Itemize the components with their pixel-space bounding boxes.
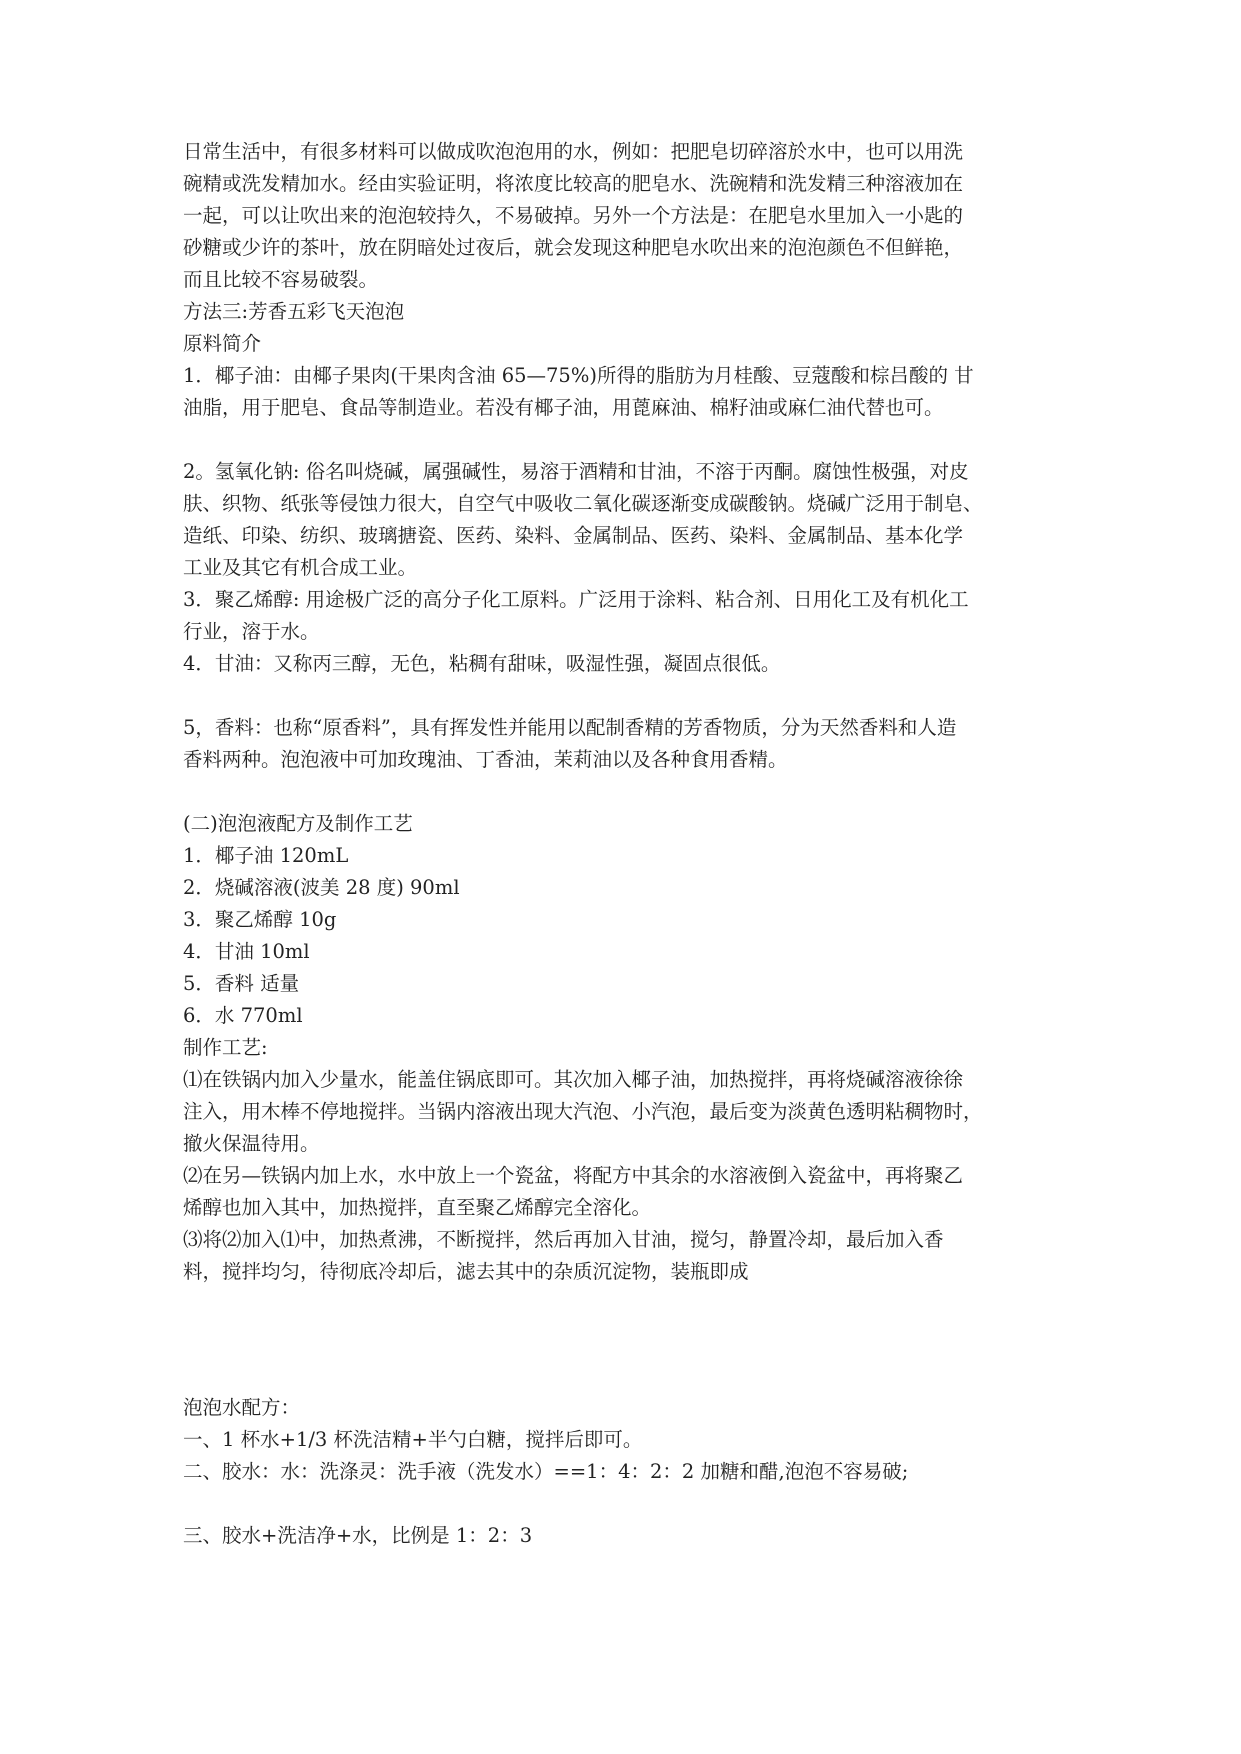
section-heading: 泡泡水配方： — [183, 1396, 301, 1419]
text-line: 工业及其它有机合成工业。 — [183, 556, 418, 579]
text-line: 烯醇也加入其中，加热搅拌，直至聚乙烯醇完全溶化。 — [183, 1196, 652, 1219]
section-heading: 方法三:芳香五彩飞天泡泡 — [183, 300, 405, 323]
subsection-heading: 制作工艺: — [183, 1036, 268, 1059]
text-line: 撤火保温待用。 — [183, 1132, 320, 1155]
subsection-heading: (二)泡泡液配方及制作工艺 — [183, 812, 413, 835]
text-line: 而且比较不容易破裂。 — [183, 268, 379, 291]
text-line: ⑵在另—铁锅内加上水，水中放上一个瓷盆，将配方中其余的水溶液倒入瓷盆中，再将聚乙 — [183, 1164, 964, 1187]
list-item: 三、胶水+洗洁净+水，比例是 1：2：3 — [183, 1524, 533, 1547]
subsection-heading: 原料简介 — [183, 332, 262, 355]
list-item: 二、胶水：水：洗涤灵：洗手液（洗发水）==1：4：2：2 加糖和醋,泡泡不容易破; — [183, 1460, 909, 1483]
text-line: ⑴在铁锅内加入少量水，能盖住锅底即可。其次加入椰子油，加热搅拌，再将烧碱溶液徐徐 — [183, 1068, 964, 1091]
text-line: 砂糖或少许的茶叶，放在阴暗处过夜后，就会发现这种肥皂水吹出来的泡泡颜色不但鲜艳， — [183, 236, 964, 259]
text-line: 1．椰子油：由椰子果肉(干果肉含油 65—75%)所得的脂肪为月桂酸、豆蔻酸和棕吕酸的 甘 — [183, 364, 974, 387]
list-item: 6．水 770ml — [183, 1004, 303, 1027]
list-item: 4．甘油 10ml — [183, 940, 310, 963]
text-line: 碗精或洗发精加水。经由实验证明，将浓度比较高的肥皂水、洗碗精和洗发精三种溶液加在 — [183, 172, 964, 195]
list-item: 5．香料 适量 — [183, 972, 300, 995]
text-line: 油脂，用于肥皂、食品等制造业。若没有椰子油，用蓖麻油、棉籽油或麻仁油代替也可。 — [183, 396, 944, 419]
text-line: 4．甘油：又称丙三醇，无色，粘稠有甜味，吸湿性强，凝固点很低。 — [183, 652, 781, 675]
list-item: 一、1 杯水+1/3 杯洗洁精+半勺白糖，搅拌后即可。 — [183, 1428, 643, 1451]
text-line: 肤、织物、纸张等侵蚀力很大，自空气中吸收二氧化碳逐渐变成碳酸钠。烧碱广泛用于制皂、 — [183, 492, 983, 515]
text-line: 料，搅拌均匀，待彻底冷却后，滤去其中的杂质沉淀物，装瓶即成 — [183, 1260, 749, 1283]
text-line: 香料两种。泡泡液中可加玫瑰油、丁香油，茉莉油以及各种食用香精。 — [183, 748, 788, 771]
text-line: 造纸、印染、纺织、玻璃搪瓷、医药、染料、金属制品、医药、染料、金属制品、基本化学 — [183, 524, 964, 547]
text-line: ⑶将⑵加入⑴中，加热煮沸，不断搅拌，然后再加入甘油，搅匀，静置冷却，最后加入香 — [183, 1228, 944, 1251]
text-line: 注入，用木棒不停地搅拌。当锅内溶液出现大汽泡、小汽泡，最后变为淡黄色透明粘稠物时， — [183, 1100, 983, 1123]
text-line: 3．聚乙烯醇: 用途极广泛的高分子化工原料。广泛用于涂料、粘合剂、日用化工及有机化工 — [183, 588, 969, 611]
text-line: 行业，溶于水。 — [183, 620, 320, 643]
list-item: 3．聚乙烯醇 10g — [183, 908, 337, 931]
list-item: 2．烧碱溶液(波美 28 度) 90ml — [183, 876, 460, 899]
text-line: 5，香料：也称“原香料”，具有挥发性并能用以配制香精的芳香物质，分为天然香料和人造 — [183, 716, 957, 739]
text-line: 一起，可以让吹出来的泡泡较持久，不易破掉。另外一个方法是：在肥皂水里加入一小匙的 — [183, 204, 964, 227]
list-item: 1．椰子油 120mL — [183, 844, 349, 867]
text-line: 2。氢氧化钠: 俗名叫烧碱，属强碱性，易溶于酒精和甘油，不溶于丙酮。腐蚀性极强，对皮 — [183, 460, 969, 483]
text-line: 日常生活中，有很多材料可以做成吹泡泡用的水，例如：把肥皂切碎溶於水中，也可以用洗 — [183, 140, 964, 163]
